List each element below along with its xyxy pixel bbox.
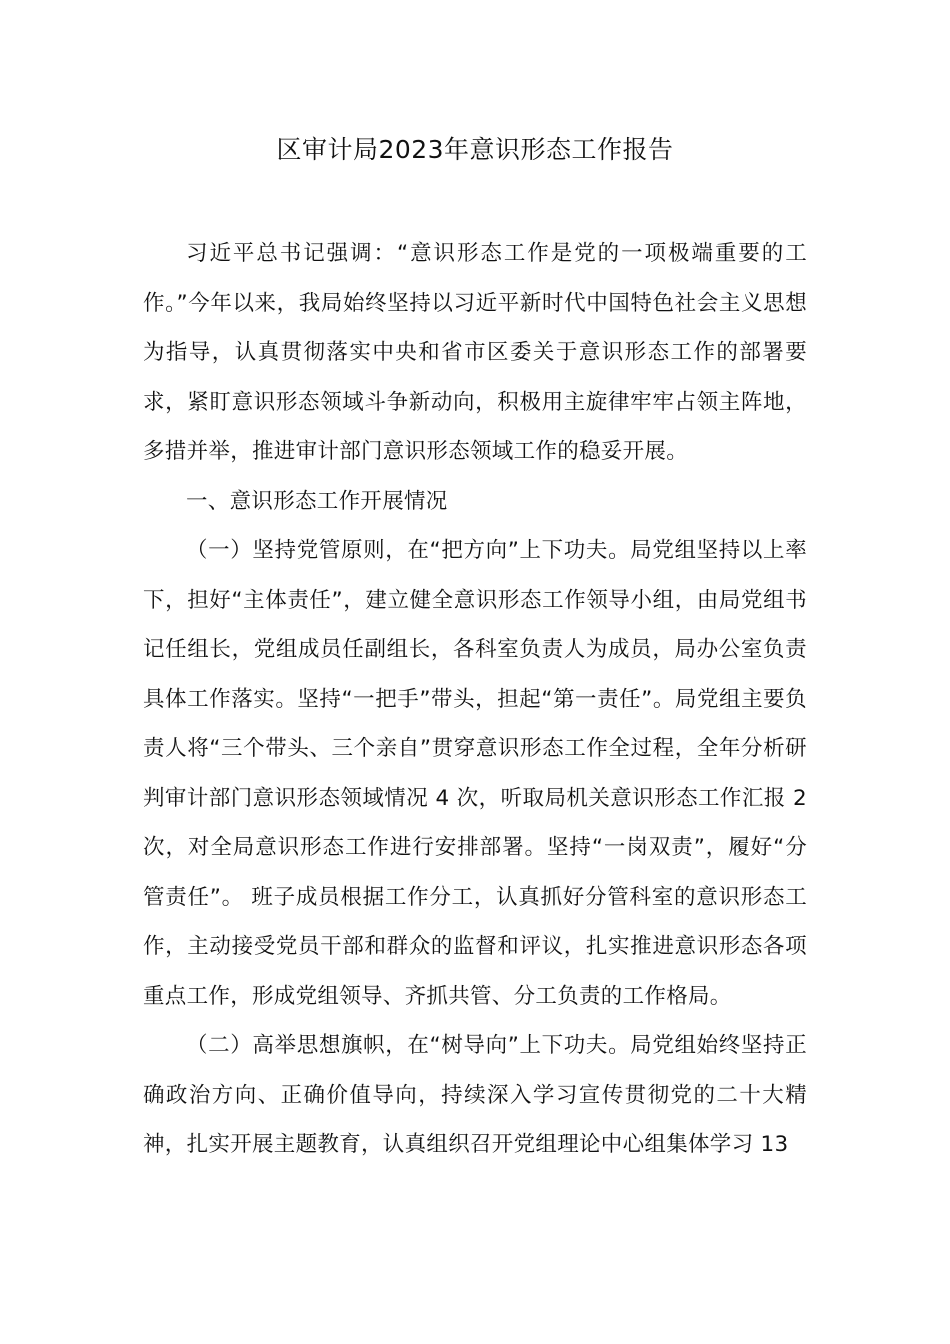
intro-paragraph: 习近平总书记强调：“意识形态工作是党的一项极端重要的工作。”今年以来，我局始终坚持以习近平新时代中国特色社会主义思想为指导，认真贯彻落实中央和省市区委关于意识形态工作的部署要求，紧盯意识形态领域斗争新动向，积极用主旋律牢牢占领主阵地，多措并举，推进审计部门意识形态领域工作的稳妥开展。 bbox=[143, 241, 807, 464]
document-title: 区审计局2023年意识形态工作报告 bbox=[276, 135, 674, 164]
subsection-paragraph-2: （二）高举思想旗帜，在“树导向”上下功夫。局党组始终坚持正确政治方向、正确价值导向，持续深入学习宣传贯彻党的二十大精神，扎实开展主题教育，认真组织召开党组理论中心组集体学习 13 bbox=[143, 1033, 807, 1157]
document-body bbox=[143, 229, 807, 1170]
subsection-paragraph-1: （一）坚持党管原则，在“把方向”上下功夫。局党组坚持以上率下，担好“主体责任”，建立健全意识形态工作领导小组，由局党组书记任组长，党组成员任副组长，各科室负责人为成员，局办公室负责具体工作落实。坚持“一把手”带头，担起“第一责任”。局党组主要负责人将“三个带头、三个亲自”贯穿意识形态工作全过程，全年分析研判审计部门意识形态领域情况 4 次，听取局机关意识形态工作汇报 2 次，对全局意识形态工作进行安排部署。坚持“一岗双责”，履好“分管责任”。 班子成员根据工作分工，认真抓好分管科室的意识形态工作，主动接受党员干部和群众的监督和评议，扎实推进意识形态各项重点工作，形成党组领导、齐抓共管、分工负责的工作格局。 bbox=[143, 538, 807, 1009]
section-heading: 一、意识形态工作开展情况 bbox=[186, 488, 448, 514]
